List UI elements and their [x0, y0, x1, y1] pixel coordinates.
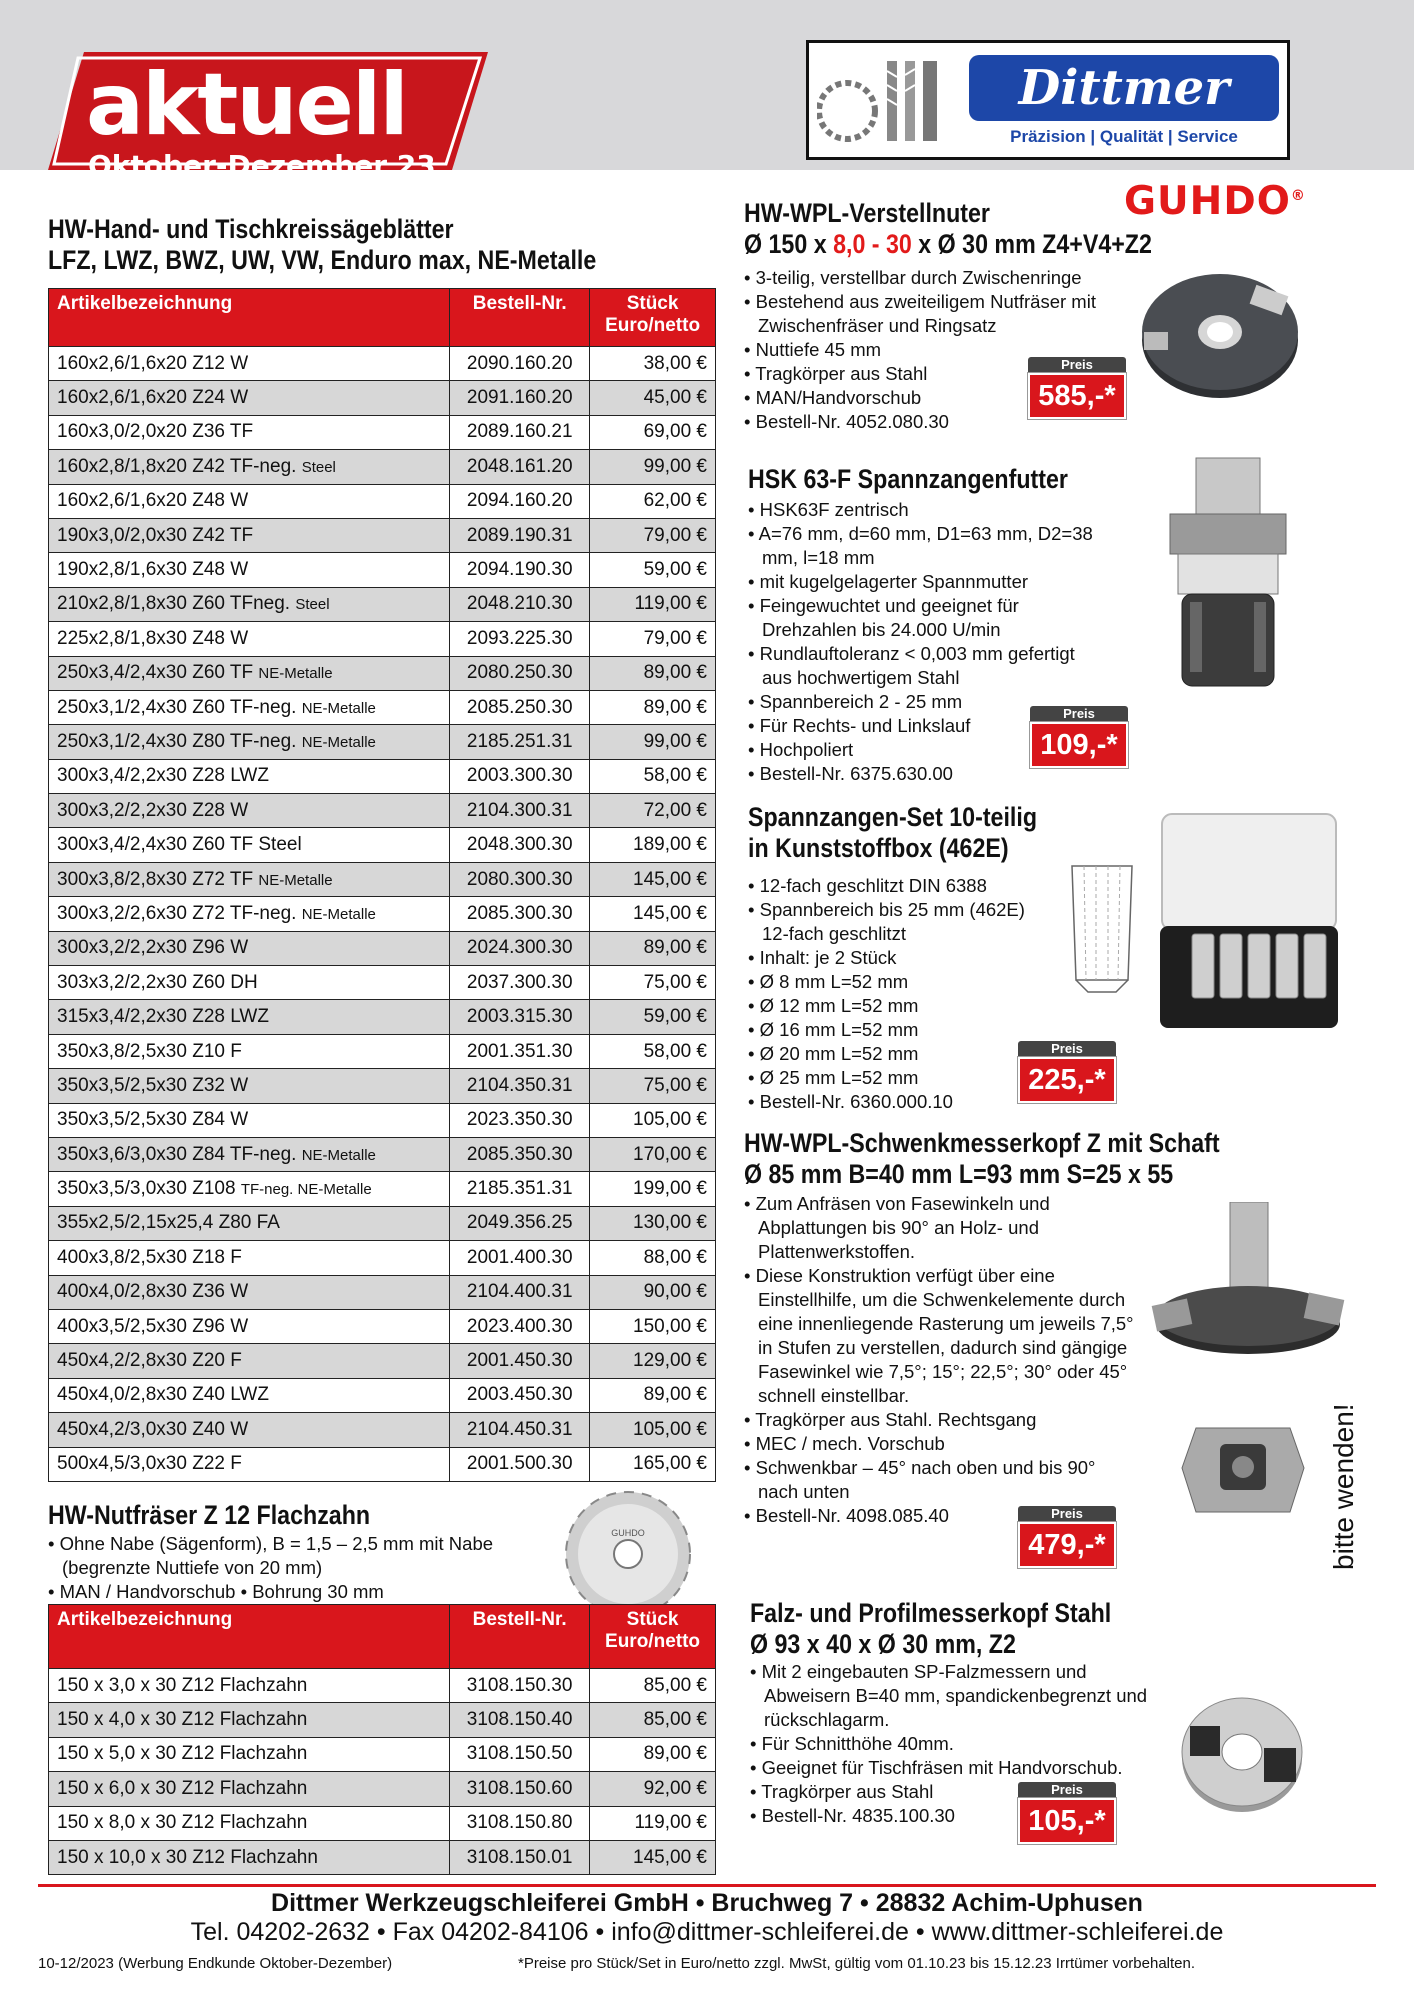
price-cell: 59,00 €	[590, 553, 716, 587]
footer-company: Dittmer Werkzeugschleiferei GmbH • Bruchweg 7 • 28832 Achim-Uphusen	[271, 1889, 1143, 1917]
name-cell: 150 x 10,0 x 30 Z12 Flachzahn	[49, 1840, 450, 1874]
table-row	[49, 484, 716, 518]
table-row	[49, 1000, 716, 1034]
table-row	[49, 1069, 716, 1103]
article-name-cell: 300x3,8/2,8x30 Z72 TF NE-Metalle	[49, 862, 450, 896]
product-title-hsk63: HSK 63-F Spannzangenfutter	[748, 464, 1068, 494]
order-number-cell: 2089.190.31	[450, 518, 590, 552]
product-title-spannzangen-set: Spannzangen-Set 10-teilig in Kunststoffbox (462E)	[748, 802, 1038, 863]
table-row	[49, 931, 716, 965]
table-row	[49, 862, 716, 896]
price-cell: 170,00 €	[590, 1137, 716, 1171]
price-cell: 79,00 €	[590, 622, 716, 656]
spannzangen-bullets: • 12-fach geschlitzt DIN 6388 • Spannbereich bis 25 mm (462E) 12-fach geschlitzt • Inhalt: je 2 Stück • Ø 8 mm L=52 mm • Ø 12 mm L=52 mm • Ø 16 mm L=52 mm • Ø 20 mm L=52 mm • Ø 25 mm L=52 mm • Bestell-Nr. 6360.000.10	[748, 874, 1048, 1114]
order-number-cell: 2023.400.30	[450, 1309, 590, 1343]
col-header-price: Stück Euro/netto	[590, 1605, 716, 1669]
table-row	[49, 759, 716, 793]
price-label: Preis	[1028, 357, 1126, 373]
schwenkmesserkopf-detail-image	[1176, 1408, 1310, 1518]
order-cell: 3108.150.80	[450, 1806, 590, 1840]
price-tag-spannzangen: Preis 225,-*	[1018, 1041, 1116, 1103]
table-row	[49, 828, 716, 862]
price-cell: 145,00 €	[590, 1840, 716, 1874]
order-number-cell: 2049.356.25	[450, 1206, 590, 1240]
article-name-cell: 400x4,0/2,8x30 Z36 W	[49, 1275, 450, 1309]
order-number-cell: 2037.300.30	[450, 966, 590, 1000]
price-cell: 89,00 €	[590, 1378, 716, 1412]
order-number-cell: 2001.450.30	[450, 1344, 590, 1378]
product-title-verstellnuter: HW-WPL-Verstellnuter Ø 150 x 8,0 - 30 x Ø 30 mm Z4+V4+Z2	[744, 198, 1152, 259]
price-cell: 105,00 €	[590, 1103, 716, 1137]
table-row	[49, 897, 716, 931]
article-name-cell: 300x3,4/2,4x30 Z60 TF Steel	[49, 828, 450, 862]
article-name-cell: 300x3,2/2,6x30 Z72 TF-neg. NE-Metalle	[49, 897, 450, 931]
dittmer-logo	[806, 40, 1290, 160]
table-row	[49, 1309, 716, 1343]
product-title-schwenkmesserkopf: HW-WPL-Schwenkmesserkopf Z mit Schaft Ø 85 mm B=40 mm L=93 mm S=25 x 55	[744, 1128, 1220, 1189]
price-cell: 92,00 €	[590, 1772, 716, 1806]
order-number-cell: 2093.225.30	[450, 622, 590, 656]
table-row	[49, 622, 716, 656]
order-number-cell: 2080.300.30	[450, 862, 590, 896]
table-row	[49, 1344, 716, 1378]
order-number-cell: 2048.161.20	[450, 450, 590, 484]
order-number-cell: 2001.500.30	[450, 1447, 590, 1481]
col-header-name: Artikelbezeichnung	[49, 289, 450, 347]
order-number-cell: 2003.300.30	[450, 759, 590, 793]
price-cell: 145,00 €	[590, 897, 716, 931]
col-header-price: Stück Euro/netto	[590, 289, 716, 347]
article-name-cell: 400x3,8/2,5x30 Z18 F	[49, 1241, 450, 1275]
price-cell: 89,00 €	[590, 1737, 716, 1771]
article-name-cell: 450x4,0/2,8x30 Z40 LWZ	[49, 1378, 450, 1412]
price-cell: 62,00 €	[590, 484, 716, 518]
price-tag-falzkopf: Preis 105,-*	[1018, 1782, 1116, 1844]
article-name-cell: 300x3,2/2,2x30 Z28 W	[49, 794, 450, 828]
order-number-cell: 2104.300.31	[450, 794, 590, 828]
price-cell: 75,00 €	[590, 1069, 716, 1103]
dittmer-wordmark: Dittmer	[969, 55, 1279, 121]
saw-heading-line1: HW-Hand- und Tischkreissägeblätter	[48, 214, 454, 244]
table-row	[49, 1378, 716, 1412]
table-row	[49, 1772, 716, 1806]
nut-bullets	[48, 1532, 508, 1604]
table-row	[49, 1275, 716, 1309]
banner-subtitle: Oktober-Dezember 23	[88, 149, 436, 182]
article-name-cell: 225x2,8/1,8x30 Z48 W	[49, 622, 450, 656]
col-header-name: Artikelbezeichnung	[49, 1605, 450, 1669]
article-name-cell: 500x4,5/3,0x30 Z22 F	[49, 1447, 450, 1481]
table-row	[49, 450, 716, 484]
order-number-cell: 2080.250.30	[450, 656, 590, 690]
table-row	[49, 1103, 716, 1137]
table-row	[49, 1137, 716, 1171]
table-row	[49, 587, 716, 621]
order-cell: 3108.150.01	[450, 1840, 590, 1874]
price-cell: 189,00 €	[590, 828, 716, 862]
price-cell: 165,00 €	[590, 1447, 716, 1481]
nut-bullet: • Ohne Nabe (Sägenform), B = 1,5 – 2,5 mm mit Nabe (begrenzte Nuttiefe von 20 mm)	[48, 1532, 508, 1580]
name-cell: 150 x 8,0 x 30 Z12 Flachzahn	[49, 1806, 450, 1840]
article-name-cell: 350x3,6/3,0x30 Z84 TF-neg. NE-Metalle	[49, 1137, 450, 1171]
price-tag-hsk63: Preis 109,-*	[1030, 706, 1128, 768]
price-cell: 58,00 €	[590, 1034, 716, 1068]
price-cell: 99,00 €	[590, 725, 716, 759]
article-name-cell: 250x3,1/2,4x30 Z80 TF-neg. NE-Metalle	[49, 725, 450, 759]
name-cell: 150 x 3,0 x 30 Z12 Flachzahn	[49, 1669, 450, 1703]
table-row	[49, 725, 716, 759]
price-cell: 85,00 €	[590, 1703, 716, 1737]
article-name-cell: 303x3,2/2,2x30 Z60 DH	[49, 966, 450, 1000]
price-cell: 199,00 €	[590, 1172, 716, 1206]
table-row	[49, 1447, 716, 1481]
name-cell: 150 x 4,0 x 30 Z12 Flachzahn	[49, 1703, 450, 1737]
article-name-cell: 190x3,0/2,0x30 Z42 TF	[49, 518, 450, 552]
article-name-cell: 350x3,5/3,0x30 Z108 TF-neg. NE-Metalle	[49, 1172, 450, 1206]
article-name-cell: 400x3,5/2,5x30 Z96 W	[49, 1309, 450, 1343]
price-cell: 119,00 €	[590, 587, 716, 621]
price-cell: 119,00 €	[590, 1806, 716, 1840]
price-tag-schwenkmesserkopf: Preis 479,-*	[1018, 1506, 1116, 1568]
schwenkmesserkopf-bullets: • Zum Anfräsen von Fasewinkeln und Abplattungen bis 90° an Holz- und Plattenwerkstoffen. • Diese Konstruktion verfügt über eine Einstellhilfe, um die Schwenkelemente durch eine innenliegende Rasterung um jeweils 7,5° in Stufen zu verstellen, dadurch sind gängige Fasewinkel wie 7,5°; 15°; 22,5°; 30° oder 45° schnell einstellbar. • Tragkörper aus Stahl. Rechtsgang • MEC / mech. Vorschub • Schwenkbar – 45° nach oben und bis 90° nach unten • Bestell-Nr. 4098.085.40	[744, 1192, 1140, 1528]
tools-logo-icon	[817, 51, 951, 149]
footer-small	[38, 1955, 1378, 1972]
article-name-cell: 160x2,6/1,6x20 Z48 W	[49, 484, 450, 518]
table-row	[49, 1241, 716, 1275]
nut-cutter-image	[560, 1486, 696, 1622]
table-row	[49, 794, 716, 828]
table-row	[49, 1034, 716, 1068]
order-number-cell: 2024.300.30	[450, 931, 590, 965]
article-name-cell: 300x3,2/2,2x30 Z96 W	[49, 931, 450, 965]
footer-divider	[38, 1884, 1376, 1887]
price-cell: 130,00 €	[590, 1206, 716, 1240]
article-name-cell: 160x3,0/2,0x20 Z36 TF	[49, 415, 450, 449]
svg-text:GUHDO: GUHDO	[611, 1528, 645, 1538]
article-name-cell: 190x2,8/1,6x30 Z48 W	[49, 553, 450, 587]
footer-disclaimer: *Preise pro Stück/Set in Euro/netto zzgl. MwSt, gültig vom 01.10.23 bis 15.12.23 Irrtümer vorbehalten.	[518, 1955, 1196, 1972]
order-number-cell: 2185.351.31	[450, 1172, 590, 1206]
article-name-cell: 250x3,1/2,4x30 Z60 TF-neg. NE-Metalle	[49, 690, 450, 724]
order-number-cell: 2104.350.31	[450, 1069, 590, 1103]
price-cell: 150,00 €	[590, 1309, 716, 1343]
hsk63-image	[1150, 456, 1306, 700]
order-number-cell: 2048.210.30	[450, 587, 590, 621]
product-title-falzkopf: Falz- und Profilmesserkopf Stahl Ø 93 x 40 x Ø 30 mm, Z2	[750, 1598, 1112, 1659]
article-name-cell: 355x2,5/2,15x25,4 Z80 FA	[49, 1206, 450, 1240]
article-name-cell: 450x4,2/2,8x30 Z20 F	[49, 1344, 450, 1378]
order-number-cell: 2089.160.21	[450, 415, 590, 449]
order-number-cell: 2001.351.30	[450, 1034, 590, 1068]
price-cell: 72,00 €	[590, 794, 716, 828]
order-cell: 3108.150.40	[450, 1703, 590, 1737]
order-number-cell: 2104.400.31	[450, 1275, 590, 1309]
nut-heading: HW-Nutfräser Z 12 Flachzahn	[48, 1500, 371, 1530]
table-row	[49, 966, 716, 1000]
article-name-cell: 250x3,4/2,4x30 Z60 TF NE-Metalle	[49, 656, 450, 690]
price-value: 585,-*	[1028, 373, 1126, 419]
table-row	[49, 1703, 716, 1737]
table-row	[49, 1206, 716, 1240]
price-cell: 89,00 €	[590, 656, 716, 690]
falzkopf-image	[1176, 1686, 1308, 1818]
footer-campaign: 10-12/2023 (Werbung Endkunde Oktober-Dezember)	[38, 1955, 393, 1972]
price-cell: 145,00 €	[590, 862, 716, 896]
order-cell: 3108.150.30	[450, 1669, 590, 1703]
table-row	[49, 1669, 716, 1703]
guhdo-logo: GUHDO®	[1124, 179, 1306, 224]
article-name-cell: 315x3,4/2,2x30 Z28 LWZ	[49, 1000, 450, 1034]
schwenkmesserkopf-image	[1150, 1202, 1346, 1372]
side-note: bitte wenden!	[1328, 1403, 1359, 1570]
order-number-cell: 2104.450.31	[450, 1413, 590, 1447]
collet-drawing	[1050, 862, 1154, 1002]
order-number-cell: 2023.350.30	[450, 1103, 590, 1137]
order-number-cell: 2085.350.30	[450, 1137, 590, 1171]
price-cell: 69,00 €	[590, 415, 716, 449]
table-row	[49, 347, 716, 381]
verstellnuter-bullets: • 3-teilig, verstellbar durch Zwischenringe • Bestehend aus zweiteiligem Nutfräser mit Zwischenfräser und Ringsatz • Nuttiefe 45 mm • Tragkörper aus Stahl • MAN/Handvorschub • Bestell-Nr. 4052.080.30	[744, 266, 1144, 434]
name-cell: 150 x 6,0 x 30 Z12 Flachzahn	[49, 1772, 450, 1806]
order-number-cell: 2085.300.30	[450, 897, 590, 931]
table-row	[49, 1413, 716, 1447]
hsk63-bullets: • HSK63F zentrisch • A=76 mm, d=60 mm, D1=63 mm, D2=38 mm, l=18 mm • mit kugelgelagerter Spannmutter • Feingewuchtet und geeignet für Drehzahlen bis 24.000 U/min • Rundlauftoleranz < 0,003 mm gefertigt aus hochwertigem Stahl • Spannbereich 2 - 25 mm • Für Rechts- und Linkslauf • Hochpoliert • Bestell-Nr. 6375.630.00	[748, 498, 1108, 786]
nut-cutter-table	[48, 1604, 716, 1875]
article-name-cell: 160x2,8/1,8x20 Z42 TF-neg. Steel	[49, 450, 450, 484]
table-row	[49, 690, 716, 724]
price-tag-verstellnuter	[1028, 357, 1126, 419]
price-cell: 89,00 €	[590, 690, 716, 724]
article-name-cell: 450x4,2/3,0x30 Z40 W	[49, 1413, 450, 1447]
saw-heading-line2: LFZ, LWZ, BWZ, UW, VW, Enduro max, NE-Metalle	[48, 245, 597, 275]
price-cell: 45,00 €	[590, 381, 716, 415]
table-row	[49, 1172, 716, 1206]
price-cell: 85,00 €	[590, 1669, 716, 1703]
article-name-cell: 160x2,6/1,6x20 Z12 W	[49, 347, 450, 381]
order-cell: 3108.150.60	[450, 1772, 590, 1806]
article-name-cell: 300x3,4/2,2x30 Z28 LWZ	[49, 759, 450, 793]
table-row	[49, 553, 716, 587]
table-row	[49, 1806, 716, 1840]
price-cell: 99,00 €	[590, 450, 716, 484]
aktuell-banner	[48, 52, 488, 190]
banner-title: aktuell	[86, 55, 407, 155]
price-cell: 90,00 €	[590, 1275, 716, 1309]
article-name-cell: 350x3,5/2,5x30 Z84 W	[49, 1103, 450, 1137]
collet-box-image	[1156, 808, 1342, 1032]
guhdo-wordmark: GUHDO	[1124, 179, 1291, 224]
order-number-cell: 2085.250.30	[450, 690, 590, 724]
table-row	[49, 1840, 716, 1874]
nut-bullet: • MAN / Handvorschub • Bohrung 30 mm	[48, 1580, 508, 1604]
order-number-cell: 2094.160.20	[450, 484, 590, 518]
order-number-cell: 2048.300.30	[450, 828, 590, 862]
article-name-cell: 210x2,8/1,8x30 Z60 TFneg. Steel	[49, 587, 450, 621]
falzkopf-bullets: • Mit 2 eingebauten SP-Falzmessern und Abweisern B=40 mm, spandickenbegrenzt und rückschlagarm. • Für Schnitthöhe 40mm. • Geeignet für Tischfräsen mit Handvorschub. • Tragkörper aus Stahl • Bestell-Nr. 4835.100.30	[750, 1660, 1170, 1828]
dittmer-tagline: Präzision | Qualität | Service	[1010, 127, 1238, 146]
price-cell: 38,00 €	[590, 347, 716, 381]
price-cell: 105,00 €	[590, 1413, 716, 1447]
name-cell: 150 x 5,0 x 30 Z12 Flachzahn	[49, 1737, 450, 1771]
col-header-order: Bestell-Nr.	[450, 1605, 590, 1669]
article-name-cell: 350x3,8/2,5x30 Z10 F	[49, 1034, 450, 1068]
order-cell: 3108.150.50	[450, 1737, 590, 1771]
price-cell: 129,00 €	[590, 1344, 716, 1378]
col-header-order: Bestell-Nr.	[450, 289, 590, 347]
order-number-cell: 2094.190.30	[450, 553, 590, 587]
price-cell: 79,00 €	[590, 518, 716, 552]
price-cell: 88,00 €	[590, 1241, 716, 1275]
table-row	[49, 381, 716, 415]
order-number-cell: 2001.400.30	[450, 1241, 590, 1275]
saw-blades-heading	[48, 214, 596, 276]
price-cell: 75,00 €	[590, 966, 716, 1000]
order-number-cell: 2090.160.20	[450, 347, 590, 381]
order-number-cell: 2003.315.30	[450, 1000, 590, 1034]
article-name-cell: 350x3,5/2,5x30 Z32 W	[49, 1069, 450, 1103]
order-number-cell: 2091.160.20	[450, 381, 590, 415]
price-cell: 89,00 €	[590, 931, 716, 965]
order-number-cell: 2003.450.30	[450, 1378, 590, 1412]
saw-blade-table	[48, 288, 716, 1482]
table-row	[49, 415, 716, 449]
article-name-cell: 160x2,6/1,6x20 Z24 W	[49, 381, 450, 415]
order-number-cell: 2185.251.31	[450, 725, 590, 759]
table-row	[49, 518, 716, 552]
footer-contact: Tel. 04202-2632 • Fax 04202-84106 • info@dittmer-schleiferei.de • www.dittmer-schleiferei.de	[190, 1918, 1224, 1946]
table-row	[49, 1737, 716, 1771]
table-row	[49, 656, 716, 690]
price-cell: 59,00 €	[590, 1000, 716, 1034]
price-cell: 58,00 €	[590, 759, 716, 793]
verstellnuter-image	[1134, 262, 1306, 408]
